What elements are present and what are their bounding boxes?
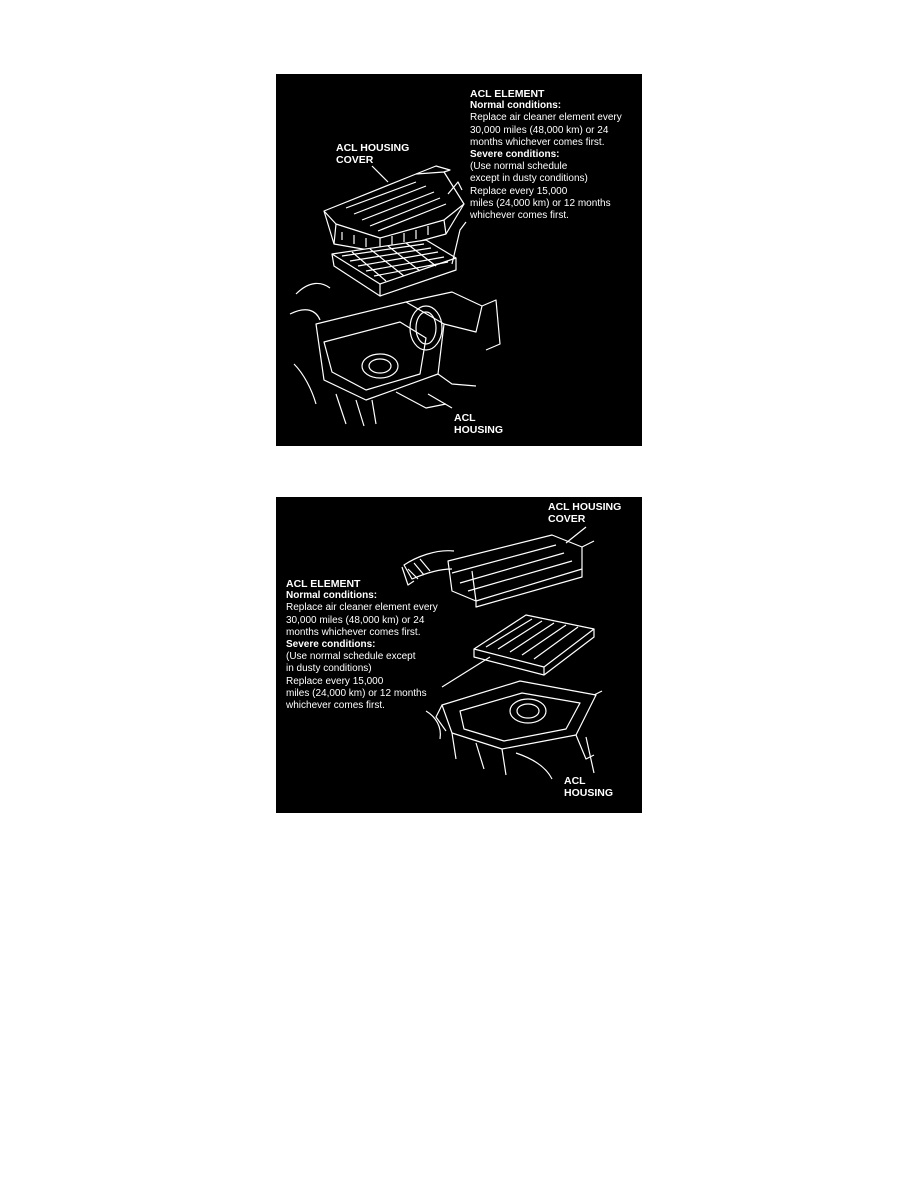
housing-leader-line bbox=[428, 394, 452, 408]
diagram-panel-2 bbox=[276, 497, 642, 813]
cover-leader-line bbox=[566, 527, 586, 543]
element-title: ACL ELEMENT bbox=[470, 88, 545, 100]
filter-element-drawing bbox=[474, 615, 594, 675]
cover-label: ACL HOUSING COVER bbox=[548, 501, 622, 525]
diagram-panel-1 bbox=[276, 74, 642, 446]
cover-label: ACL HOUSING COVER bbox=[336, 142, 410, 166]
housing-body-drawing bbox=[426, 681, 602, 779]
element-title: ACL ELEMENT bbox=[286, 578, 361, 590]
housing-label: ACL HOUSING bbox=[564, 775, 614, 799]
cover-leader-line bbox=[372, 166, 388, 182]
element-info-text: ACL ELEMENT Normal conditions: Replace air cleaner element every 30,000 miles (48,000 km) or 24 months whichever comes first. Severe conditions: (Use normal schedule except in dusty conditions) Replace every 15,000 miles (24,000 km) or 12 months whichever comes first. bbox=[470, 88, 622, 222]
normal-conditions-heading: Normal conditions: bbox=[286, 590, 378, 602]
housing-cover-drawing bbox=[324, 166, 464, 252]
severe-conditions-heading: Severe conditions: bbox=[470, 149, 560, 161]
housing-label: ACL HOUSING bbox=[454, 412, 504, 436]
severe-conditions-heading: Severe conditions: bbox=[286, 639, 376, 651]
housing-body-drawing bbox=[290, 283, 500, 426]
element-info-text: ACL ELEMENT Normal conditions: Replace air cleaner element every 30,000 miles (48,000 km) or 24 months whichever comes first. Severe conditions: (Use normal schedule except in dusty conditions) Replace every 15,000 miles (24,000 km) or 12 months whichever comes first. bbox=[286, 578, 438, 712]
normal-conditions-heading: Normal conditions: bbox=[470, 100, 562, 112]
element-leader-line bbox=[442, 657, 490, 687]
filter-element-drawing bbox=[332, 240, 456, 296]
